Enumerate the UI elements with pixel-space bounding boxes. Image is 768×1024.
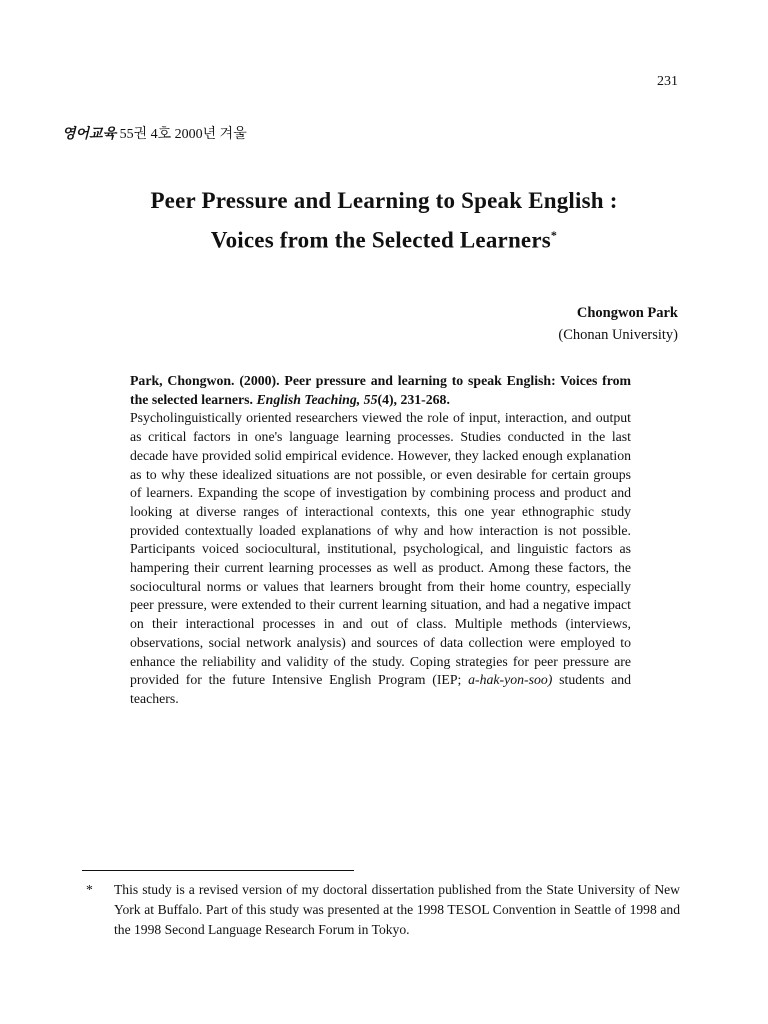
- footnote-text: This study is a revised version of my doctoral dissertation published from the State University of New York at Buffalo. Part of this study was presented at the 1998 TESOL Convention in Seattle of 1998 and the 1998 Second Language Research Forum in Tokyo.: [114, 882, 680, 937]
- footnote: [86, 880, 680, 940]
- citation-title: Peer pressure and learning to speak English: Voices from the selected learners.: [130, 373, 632, 407]
- title-line-2: [0, 218, 768, 258]
- citation: [130, 372, 631, 409]
- abstract: [130, 372, 631, 709]
- page-number: 231: [657, 74, 678, 89]
- citation-issue-pages: (4), 231-268.: [377, 391, 450, 407]
- paper-title: [0, 184, 768, 258]
- abstract-body: [130, 409, 631, 708]
- abstract-text: Psycholinguistically oriented researchers viewed the role of input, interaction, and output as critical factors in one's language learning processes. Studies conducted in the last decade have provided solid empirical evidence. However, they lacked enough explanation as to why these idealized situations are not possible, or even desirable for certain groups of learners. Expanding the scope of investigation by combining process and product and looking at diverse ranges of interactional contexts, this one year ethnographic study provided contextually loaded explanations of why and how interaction is not possible. Participants voiced sociocultural, institutional, psychological, and linguistic factors as hampering their current learning processes as well as product. Among these factors, the sociocultural norms or values that learners brought from their home country, especially peer pressure, were extended to their current learning situation, and had a negative impact on their interactional processes in and out of class. Multiple methods (interviews, observations, social network analysis) and sources of data collection were employed to enhance the reliability and validity of the study. Coping strategies for peer pressure are provided for the future Intensive English Program (IEP;: [130, 410, 631, 688]
- issue-info: 55권 4호 2000년 겨울: [119, 127, 247, 142]
- citation-authors-year: Park, Chongwon. (2000).: [130, 373, 280, 388]
- author-name: Chongwon Park: [576, 305, 678, 321]
- author-affiliation: (Chonan University): [558, 327, 678, 343]
- journal-header: [62, 123, 247, 143]
- abstract-italic-term: a-hak-yon-soo): [468, 672, 553, 688]
- citation-journal: English Teaching,: [256, 391, 361, 407]
- title-footnote-marker: *: [550, 228, 558, 242]
- footnote-divider: [82, 870, 354, 871]
- footnote-marker: *: [86, 882, 93, 897]
- citation-volume: 55: [363, 391, 378, 407]
- title-line-2-text: Voices from the Selected Learners: [210, 227, 551, 253]
- author-block: [558, 302, 678, 346]
- journal-name: 영어교육: [62, 127, 117, 142]
- title-line-1: Peer Pressure and Learning to Speak English :: [150, 188, 618, 213]
- abstract-text-end: students and teachers.: [130, 672, 632, 706]
